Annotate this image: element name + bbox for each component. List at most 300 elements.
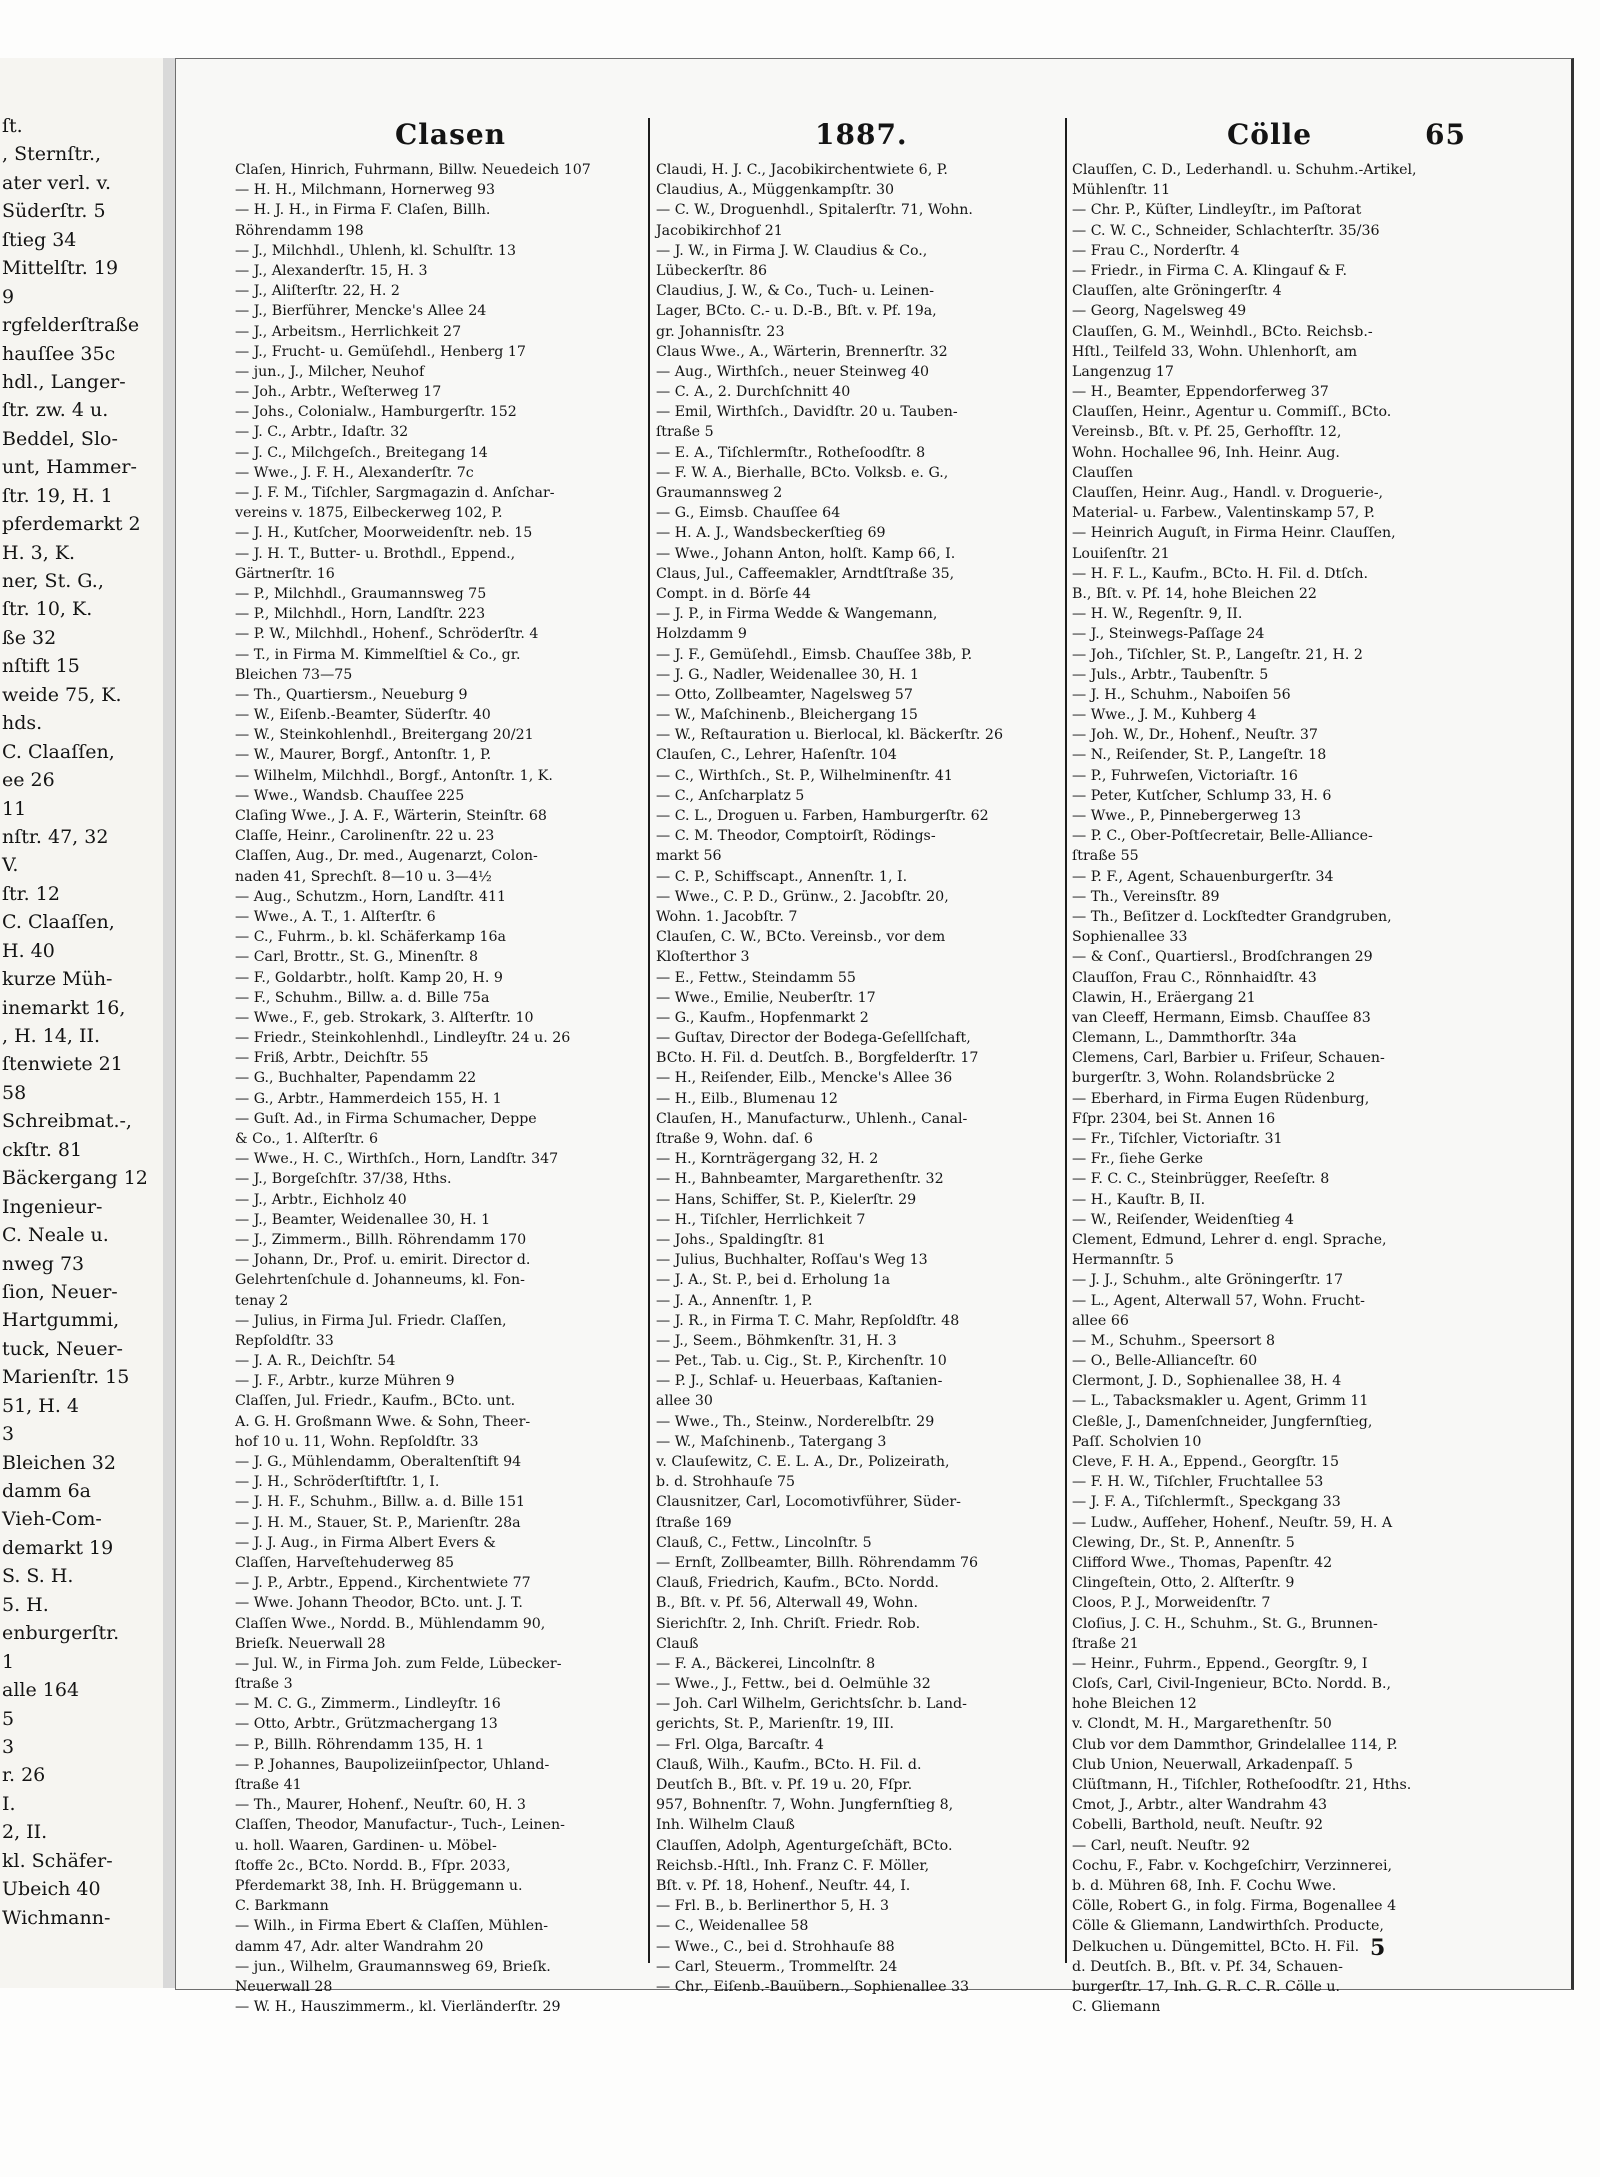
directory-entry-line: Bſt. v. Pf. 18, Hohenf., Neuſtr. 44, I.: [656, 1877, 911, 1894]
directory-entry-line: — J., Frucht- u. Gemüſehdl., Henberg 17: [235, 343, 526, 360]
directory-entry-line: Clausnitzer, Carl, Locomotivführer, Süder-: [656, 1494, 961, 1511]
directory-entry-line: — P. Johannes, Baupolizeiinſpector, Uhland-: [235, 1756, 550, 1773]
directory-entry-line: ſtraße 41: [235, 1777, 302, 1793]
directory-entry-line: Clauſſen, C. D., Lederhandl. u. Schuhm.-Artikel,: [1072, 162, 1417, 178]
directory-entry-line: damm 47, Adr. alter Wandrahm 20: [235, 1938, 484, 1955]
directory-entry-line: — P. C., Ober-Poſtſecretair, Belle-Alliance-: [1072, 828, 1373, 845]
directory-entry-line: C. Gliemann: [1072, 1999, 1161, 2016]
directory-entry-line: — Ludw., Aufſeher, Hohenf., Neuſtr. 59, H. A: [1072, 1514, 1393, 1531]
left-page-fragment: C. Claaſſen,: [2, 911, 115, 934]
directory-entry-line: — W., Eiſenb.-Beamter, Süderſtr. 40: [235, 707, 491, 724]
signature-mark: 5: [1370, 1935, 1386, 1961]
directory-entry-line: burgerſtr. 3, Wohn. Rolandsbrücke 2: [1072, 1070, 1336, 1087]
directory-entry-line: Vereinsb., Bſt. v. Pf. 25, Gerhofſtr. 12,: [1072, 424, 1342, 441]
directory-entry-line: Wohn. 1. Jacobſtr. 7: [656, 908, 798, 925]
directory-entry-line: — H. J. H., in Firma F. Claſen, Billh.: [235, 202, 491, 219]
directory-entry-line: — L., Tabacksmakler u. Agent, Grimm 11: [1072, 1393, 1369, 1410]
directory-entry-line: — H. A. J., Wandsbeckerſtieg 69: [656, 525, 886, 542]
directory-entry-line: Clemens, Carl, Barbier u. Friſeur, Schauen-: [1072, 1050, 1385, 1067]
directory-entry-line: — C. P., Schiffscapt., Annenſtr. 1, I.: [656, 868, 908, 885]
directory-entry-line: — J. F., Gemüſehdl., Eimsb. Chauſſee 38b, P.: [656, 646, 973, 663]
directory-entry-line: — Emil, Wirthſch., Davidſtr. 20 u. Tauben-: [656, 404, 958, 421]
left-page-fragment: hauſſee 35c: [2, 342, 116, 365]
left-page-fragment: ſtr. 19, H. 1: [2, 484, 113, 507]
directory-entry-line: Lübeckerſtr. 86: [656, 262, 768, 279]
directory-entry-line: Cölle, Robert G., in folg. Firma, Bogenallee 4: [1072, 1898, 1397, 1915]
directory-entry-line: — J., Bierführer, Mencke's Allee 24: [235, 303, 487, 320]
left-page-fragment: tuck, Neuer-: [2, 1337, 123, 1360]
directory-entry-line: — C., Weidenallee 58: [656, 1918, 809, 1935]
left-page-fragment: nſtr. 47, 32: [2, 825, 109, 848]
directory-entry-line: — G., Buchhalter, Papendamm 22: [235, 1070, 477, 1087]
directory-entry-line: — P., Billh. Röhrendamm 135, H. 1: [235, 1736, 485, 1753]
directory-entry-line: Cleßle, J., Damenſchneider, Jungfernſtieg,: [1072, 1413, 1373, 1430]
directory-entry-line: Claudius, A., Müggenkampſtr. 30: [656, 182, 895, 199]
directory-entry-line: — Frau C., Norderſtr. 4: [1072, 242, 1240, 259]
directory-entry-line: Bleichen 73—75: [235, 666, 353, 683]
directory-entry-line: — P., Milchhdl., Horn, Landſtr. 223: [235, 606, 486, 623]
directory-entry-line: ſtraße 169: [656, 1514, 732, 1531]
directory-entry-line: Clauſen, H., Manufacturw., Uhlenh., Canal-: [656, 1110, 968, 1127]
page-gutter: [163, 58, 175, 1988]
directory-entry-line: — Friß, Arbtr., Deichſtr. 55: [235, 1050, 429, 1067]
directory-entry-line: BCto. H. Fil. d. Deutſch. B., Borgfelderſtr. 17: [656, 1050, 979, 1067]
directory-entry-line: Claſſen, Harveſtehuderweg 85: [235, 1554, 454, 1571]
directory-entry-line: — Pet., Tab. u. Cig., St. P., Kirchenſtr. 10: [656, 1353, 947, 1370]
directory-entry-line: naden 41, Sprechſt. 8—10 u. 3—4½: [235, 868, 492, 885]
left-page-fragment: Ubeich 40: [2, 1878, 101, 1901]
left-page-fragment: Ingenieur-: [2, 1195, 103, 1218]
left-page-fragment: rgfelderſtraße: [2, 314, 140, 337]
directory-entry-line: — J., Steinwegs-Paſſage 24: [1072, 626, 1265, 643]
directory-entry-line: — Wwe. Johann Theodor, BCto. unt. J. T.: [235, 1595, 523, 1612]
directory-entry-line: — O., Belle-Allianceſtr. 60: [1072, 1353, 1258, 1370]
directory-entry-line: — Guſtav, Director der Bodega-Geſellſchaft,: [656, 1030, 971, 1047]
directory-entry-line: — Chr. P., Küſter, Lindleyſtr., im Paſtorat: [1072, 202, 1362, 219]
directory-entry-line: Clauſſen, G. M., Weinhdl., BCto. Reichsb.-: [1072, 323, 1373, 340]
directory-entry-line: Clewing, Dr., St. P., Annenſtr. 5: [1072, 1534, 1295, 1551]
directory-entry-line: Claſſen, Aug., Dr. med., Augenarzt, Colon-: [235, 848, 538, 865]
directory-column-1: [235, 160, 647, 2016]
directory-entry-line: — J. J., Schuhm., alte Gröningerſtr. 17: [1072, 1272, 1344, 1289]
directory-entry-line: — T., in Firma M. Kimmelſtiel & Co., gr.: [235, 646, 521, 663]
page-header: [215, 118, 1466, 158]
directory-entry-line: & Co., 1. Alſterſtr. 6: [235, 1131, 378, 1147]
left-page-fragment: V.: [2, 854, 19, 877]
directory-column-3: [1072, 160, 1486, 2016]
directory-entry-line: — Chr., Eiſenb.-Bauübern., Sophienallee 33: [656, 1978, 970, 1995]
directory-entry-line: Clauſen, C., Lehrer, Haſenſtr. 104: [656, 747, 897, 764]
directory-entry-line: Cleve, F. H. A., Eppend., Georgſtr. 15: [1072, 1454, 1340, 1470]
directory-entry-line: — Wilhelm, Milchhdl., Borgf., Antonſtr. 1, K.: [235, 767, 553, 784]
directory-entry-line: — H. F. L., Kaufm., BCto. H. Fil. d. Dtſch.: [1072, 565, 1369, 582]
left-page-fragment: unt, Hammer-: [2, 456, 137, 479]
directory-entry-line: — & Conſ., Quartiersl., Brodſchrangen 29: [1072, 949, 1373, 966]
directory-entry-line: Inh. Wilhelm Clauß: [656, 1817, 795, 1834]
directory-entry-line: — Juls., Arbtr., Taubenſtr. 5: [1072, 666, 1269, 683]
directory-entry-line: — Johann, Dr., Prof. u. emirit. Director d.: [235, 1252, 531, 1269]
left-page-fragment: weide 75, K.: [2, 683, 122, 706]
directory-entry-line: — Julius, in Firma Jul. Friedr. Claſſen,: [235, 1312, 507, 1329]
directory-entry-line: — Eberhard, in Firma Eugen Rüdenburg,: [1072, 1090, 1370, 1107]
directory-entry-line: — W., Steinkohlenhdl., Breitergang 20/21: [235, 727, 534, 744]
directory-entry-line: — C. A., 2. Durchſchnitt 40: [656, 384, 851, 401]
directory-entry-line: — J. A., Annenſtr. 1, P.: [656, 1292, 813, 1309]
directory-entry-line: — H., Kauſtr. B, II.: [1072, 1191, 1206, 1208]
directory-entry-line: — Wilh., in Firma Ebert & Claſſen, Mühlen-: [235, 1918, 549, 1935]
left-page-fragment: I.: [2, 1792, 16, 1815]
directory-entry-line: Langenzug 17: [1072, 363, 1174, 380]
directory-entry-line: — Frl. B., b. Berlinerthor 5, H. 3: [656, 1898, 890, 1915]
left-page-fragment: , H. 14, II.: [2, 1025, 101, 1047]
left-page-fragment: Süderſtr. 5: [2, 200, 106, 223]
directory-entry-line: d. Deutſch. B., Bſt. v. Pf. 34, Schauen-: [1072, 1958, 1343, 1975]
directory-entry-line: gr. Johannisſtr. 23: [656, 323, 785, 340]
directory-entry-line: — Fr., ſiehe Gerke: [1072, 1151, 1204, 1168]
directory-entry-line: Jacobikirchhof 21: [656, 222, 783, 239]
directory-entry-line: allee 30: [656, 1393, 713, 1410]
directory-entry-line: — Fr., Tiſchler, Victoriaſtr. 31: [1072, 1131, 1283, 1147]
directory-entry-line: — F. H. W., Tiſchler, Fruchtallee 53: [1072, 1474, 1324, 1491]
directory-entry-line: Clauſſon, Frau C., Rönnhaidſtr. 43: [1072, 969, 1317, 986]
directory-entry-line: — J. A., St. P., bei d. Erholung 1a: [656, 1272, 891, 1289]
directory-entry-line: Clauſſen, Heinr., Agentur u. Commiſſ., BCto.: [1072, 404, 1392, 421]
directory-entry-line: Cloſs, Carl, Civil-Ingenieur, BCto. Nordd. B.,: [1072, 1676, 1392, 1693]
directory-entry-line: — J., Alexanderſtr. 15, H. 3: [235, 262, 428, 279]
directory-entry-line: — J. W., in Firma J. W. Claudius & Co.,: [656, 242, 928, 259]
directory-entry-line: Fſpr. 2304, bei St. Annen 16: [1072, 1110, 1276, 1127]
header-year: 1887.: [815, 118, 908, 151]
directory-entry-line: — C., Wirthſch., St. P., Wilhelminenſtr. 41: [656, 767, 953, 784]
left-page-fragment: ſtenwiete 21: [2, 1053, 123, 1076]
directory-entry-line: Clauſen, C. W., BCto. Vereinsb., vor dem: [656, 929, 946, 946]
directory-entry-line: Neuerwall 28: [235, 1978, 333, 1995]
directory-entry-line: — H., Tiſchler, Herrlichkeit 7: [656, 1211, 866, 1228]
left-page-fragment: damm 6a: [2, 1480, 91, 1502]
directory-entry-line: — Wwe., Th., Steinw., Norderelbſtr. 29: [656, 1413, 935, 1430]
directory-entry-line: Cloſius, J. C. H., Schuhm., St. G., Brunnen-: [1072, 1615, 1378, 1632]
directory-entry-line: hohe Bleichen 12: [1072, 1696, 1197, 1713]
directory-entry-line: — J., Arbeitsm., Herrlichkeit 27: [235, 323, 462, 340]
directory-entry-line: Club vor dem Dammthor, Grindelallee 114, P.: [1072, 1736, 1398, 1753]
directory-entry-line: — Johs., Colonialw., Hamburgerſtr. 152: [235, 404, 517, 421]
left-page-fragment: , Sternſtr.,: [2, 143, 102, 166]
directory-entry-line: Clauſſen: [1072, 464, 1134, 481]
directory-entry-line: v. Clauſewitz, C. E. L. A., Dr., Polizeirath,: [656, 1454, 950, 1470]
directory-entry-line: — J. H., Kutſcher, Moorweidenſtr. neb. 15: [235, 525, 533, 542]
left-page-fragment: kurze Müh-: [2, 968, 113, 991]
left-page-fragment: 5. H.: [2, 1593, 49, 1616]
directory-entry-line: — Wwe., C. P. D., Grünw., 2. Jacobſtr. 20,: [656, 888, 949, 905]
directory-entry-line: — C. L., Droguen u. Farben, Hamburgerſtr. 62: [656, 808, 989, 824]
directory-entry-line: — Wwe., J., Fettw., bei d. Oelmühle 32: [656, 1676, 931, 1693]
directory-entry-line: — Wwe., F., geb. Strokark, 3. Alſterſtr. 10: [235, 1009, 534, 1026]
directory-entry-line: — J. J. Aug., in Firma Albert Evers &: [235, 1534, 496, 1551]
directory-entry-line: — W., Maurer, Borgf., Antonſtr. 1, P.: [235, 747, 492, 764]
directory-entry-line: — Carl, Brottr., St. G., Minenſtr. 8: [235, 949, 479, 966]
directory-entry-line: van Cleeff, Hermann, Eimsb. Chauſſee 83: [1072, 1009, 1371, 1026]
directory-entry-line: — Friedr., Steinkohlenhdl., Lindleyſtr. 24 u. 26: [235, 1030, 571, 1047]
header-last-entry: Cölle: [1227, 118, 1313, 151]
directory-entry-line: Claſſen, Jul. Friedr., Kaufm., BCto. unt.: [235, 1393, 516, 1410]
column-rule: [648, 118, 650, 1963]
directory-entry-line: v. Clondt, M. H., Margarethenſtr. 50: [1072, 1716, 1332, 1733]
left-page-fragment: 3: [2, 1423, 15, 1446]
directory-entry-line: Claſing Wwe., J. A. F., Wärterin, Steinſtr. 68: [235, 808, 547, 824]
left-page-fragment: C. Neale u.: [2, 1224, 109, 1247]
directory-entry-line: Clifford Wwe., Thomas, Papenſtr. 42: [1072, 1554, 1333, 1571]
left-page-fragment: ſt.: [2, 115, 23, 137]
left-page-fragment: hds.: [2, 712, 43, 735]
directory-entry-line: — C. W., Droguenhdl., Spitalerſtr. 71, Wohn.: [656, 202, 973, 219]
directory-entry-line: — E., Fettw., Steindamm 55: [656, 969, 856, 986]
directory-entry-line: Sophienallee 33: [1072, 929, 1188, 946]
directory-entry-line: — J., Aliſterſtr. 22, H. 2: [235, 283, 400, 300]
directory-entry-line: Louiſenſtr. 21: [1072, 545, 1170, 562]
left-page-fragment: 1: [2, 1650, 15, 1673]
directory-entry-line: — F. A., Bäckerei, Lincolnſtr. 8: [656, 1655, 876, 1672]
left-page-fragment: 3: [2, 1735, 15, 1758]
directory-entry-line: markt 56: [656, 848, 722, 865]
directory-entry-line: Mühlenſtr. 11: [1072, 182, 1171, 199]
directory-entry-line: Delkuchen u. Düngemittel, BCto. H. Fil.: [1072, 1938, 1360, 1955]
directory-entry-line: Sierichſtr. 2, Inh. Chriſt. Friedr. Rob.: [656, 1615, 921, 1632]
directory-entry-line: — E. A., Tiſchlermſtr., Rotheſoodſtr. 8: [656, 444, 926, 461]
left-page-fragment: 2, II.: [2, 1821, 48, 1844]
directory-entry-line: — J. G., Mühlendamm, Oberaltenſtift 94: [235, 1454, 522, 1470]
directory-entry-line: — J., Seem., Böhmkenſtr. 31, H. 3: [656, 1332, 897, 1349]
directory-entry-line: — jun., J., Milcher, Neuhof: [235, 363, 425, 380]
directory-entry-line: Gärtnerſtr. 16: [235, 565, 335, 582]
directory-entry-line: Cölle & Gliemann, Landwirthſch. Producte,: [1072, 1918, 1384, 1935]
directory-entry-line: — H., Eilb., Blumenau 12: [656, 1090, 838, 1107]
directory-entry-line: Claus, Jul., Caffeemakler, Arndtſtraße 35,: [656, 565, 955, 582]
left-page-fragment: ner, St. G.,: [2, 570, 104, 592]
directory-entry-line: Reichsb.-Hſtl., Inh. Franz C. F. Möller,: [656, 1857, 930, 1874]
left-page-fragment: ſtr. 12: [2, 882, 60, 905]
directory-entry-line: — Jul. W., in Firma Joh. zum Felde, Lübecker-: [235, 1655, 562, 1672]
directory-entry-line: gerichts, St. P., Marienſtr. 19, III.: [656, 1716, 894, 1733]
directory-entry-line: — Wwe., J. F. H., Alexanderſtr. 7c: [235, 464, 474, 481]
directory-entry-line: — W., Reiſender, Weidenſtieg 4: [1072, 1211, 1294, 1228]
directory-entry-line: — Otto, Zollbeamter, Nagelsweg 57: [656, 686, 913, 703]
directory-entry-line: Clauß: [656, 1635, 699, 1652]
directory-entry-line: Cochu, F., Fabr. v. Kochgeſchirr, Verzinnerei,: [1072, 1857, 1393, 1874]
left-page-fragment: C. Claaſſen,: [2, 740, 115, 763]
directory-entry-line: burgerſtr. 17, Inh. G. R. C. R. Cölle u.: [1072, 1978, 1341, 1995]
directory-entry-line: — Carl, Steuerm., Trommelſtr. 24: [656, 1958, 898, 1975]
page-number: 65: [1425, 118, 1466, 151]
directory-entry-line: Deutſch B., Bſt. v. Pf. 19 u. 20, Fſpr.: [656, 1777, 913, 1793]
directory-entry-line: — J. F., Arbtr., kurze Mühren 9: [235, 1373, 455, 1390]
directory-entry-line: — Joh. W., Dr., Hohenf., Neuſtr. 37: [1072, 727, 1318, 744]
directory-entry-line: Repſoldſtr. 33: [235, 1332, 334, 1349]
directory-entry-line: — M. C. G., Zimmerm., Lindleyſtr. 16: [235, 1696, 501, 1713]
directory-entry-line: hof 10 u. 11, Wohn. Repſoldſtr. 33: [235, 1433, 479, 1450]
directory-entry-line: Club Union, Neuerwall, Arkadenpaſſ. 5: [1072, 1756, 1354, 1773]
directory-entry-line: — J. F. A., Tiſchlermſt., Speckgang 33: [1072, 1494, 1341, 1511]
directory-entry-line: — F. C. C., Steinbrügger, Reeſeſtr. 8: [1072, 1171, 1330, 1188]
left-page-fragment: Marienſtr. 15: [2, 1366, 130, 1389]
directory-entry-line: Claſen, Hinrich, Fuhrmann, Billw. Neuedeich 107: [235, 162, 591, 178]
left-page-fragment: hdl., Langer-: [2, 370, 126, 393]
left-page-fragment: 51, H. 4: [2, 1394, 79, 1417]
directory-entry-line: — Wwe., Wandsb. Chauſſee 225: [235, 787, 465, 804]
directory-entry-line: — Ernſt, Zollbeamter, Billh. Röhrendamm 76: [656, 1554, 979, 1571]
directory-entry-line: — Frl. Olga, Barcaſtr. 4: [656, 1736, 824, 1753]
directory-entry-line: allee 66: [1072, 1312, 1129, 1329]
directory-entry-line: Claſſen Wwe., Nordd. B., Mühlendamm 90,: [235, 1615, 546, 1632]
left-page-fragment: ee 26: [2, 769, 55, 792]
directory-entry-line: — Wwe., Emilie, Neuberſtr. 17: [656, 989, 876, 1006]
directory-entry-line: — N., Reiſender, St. P., Langeſtr. 18: [1072, 747, 1327, 764]
directory-entry-line: — J. A. R., Deichſtr. 54: [235, 1353, 396, 1370]
left-page-fragment: Bleichen 32: [2, 1451, 116, 1474]
left-page-edge: [0, 58, 166, 1988]
directory-entry-line: Hſtl., Teilfeld 33, Wohn. Uhlenhorſt, am: [1072, 343, 1358, 360]
directory-entry-line: — Julius, Buchhalter, Roſſau's Weg 13: [656, 1252, 928, 1269]
left-page-fragment: ſion, Neuer-: [2, 1280, 118, 1303]
directory-entry-line: — H. H., Milchmann, Hornerweg 93: [235, 182, 496, 199]
left-page-fragment: Hartgummi,: [2, 1309, 120, 1332]
directory-entry-line: Wohn. Hochallee 96, Inh. Heinr. Aug.: [1072, 444, 1340, 461]
directory-entry-line: — J., Milchhdl., Uhlenh, kl. Schulſtr. 13: [235, 242, 516, 259]
directory-entry-line: — J. C., Arbtr., Idaſtr. 32: [235, 424, 409, 441]
directory-entry-line: Holzdamm 9: [656, 626, 747, 643]
directory-entry-line: — Wwe., H. C., Wirthſch., Horn, Landſtr. 347: [235, 1151, 559, 1168]
directory-entry-line: ſtraße 21: [1072, 1635, 1139, 1652]
directory-entry-line: A. G. H. Großmann Wwe. & Sohn, Theer-: [235, 1413, 531, 1430]
directory-entry-line: Gelehrtenſchule d. Johanneums, kl. Fon-: [235, 1272, 525, 1289]
directory-entry-line: — P., Fuhrweſen, Victoriaſtr. 16: [1072, 767, 1298, 784]
directory-entry-line: ſtraße 9, Wohn. daſ. 6: [656, 1131, 813, 1147]
directory-entry-line: — J. G., Nadler, Weidenallee 30, H. 1: [656, 666, 920, 683]
directory-entry-line: — G., Kaufm., Hopfenmarkt 2: [656, 1009, 869, 1026]
directory-entry-line: — F., Goldarbtr., holſt. Kamp 20, H. 9: [235, 969, 503, 986]
directory-entry-line: Claus Wwe., A., Wärterin, Brennerſtr. 32: [656, 343, 948, 360]
left-page-fragment: Bäckergang 12: [2, 1167, 148, 1190]
directory-entry-line: — J., Arbtr., Eichholz 40: [235, 1191, 407, 1208]
directory-entry-line: ſtraße 55: [1072, 848, 1139, 865]
directory-entry-line: tenay 2: [235, 1292, 289, 1309]
directory-entry-line: Clüſtmann, H., Tiſchler, Rotheſoodſtr. 21, Hths.: [1072, 1777, 1412, 1793]
directory-entry-line: Cmot, J., Arbtr., alter Wandrahm 43: [1072, 1797, 1328, 1814]
directory-entry-line: — J., Beamter, Weidenallee 30, H. 1: [235, 1211, 491, 1228]
left-page-fragment: Wichmann-: [2, 1906, 111, 1929]
directory-entry-line: — Wwe., P., Pinnebergerweg 13: [1072, 808, 1302, 824]
directory-entry-line: — P. J., Schlaf- u. Heuerbaas, Kaſtanien-: [656, 1373, 943, 1390]
directory-entry-line: — C. M. Theodor, Comptoirſt, Rödings-: [656, 828, 936, 845]
directory-entry-line: — Carl, neuſt. Neuſtr. 92: [1072, 1837, 1251, 1854]
directory-entry-line: — Th., Beſitzer d. Lockſtedter Grandgruben,: [1072, 908, 1392, 925]
directory-entry-line: Clement, Edmund, Lehrer d. engl. Sprache,: [1072, 1231, 1387, 1248]
left-page-fragment: ater verl. v.: [2, 171, 112, 194]
left-page-fragment: ße 32: [2, 626, 57, 649]
left-page-fragment: ſtr. zw. 4 u.: [2, 399, 109, 422]
directory-entry-line: Clawin, H., Eräergang 21: [1072, 989, 1256, 1006]
directory-entry-line: — W., Reſtauration u. Bierlocal, kl. Bäckerſtr. 26: [656, 727, 1003, 744]
left-page-fragment: H. 3, K.: [2, 541, 76, 564]
directory-entry-line: Material- u. Farbew., Valentinskamp 57, P.: [1072, 505, 1375, 522]
directory-entry-line: — H., Beamter, Eppendorferweg 37: [1072, 384, 1329, 401]
directory-entry-line: Claudius, J. W., & Co., Tuch- u. Leinen-: [656, 283, 935, 300]
directory-entry-line: ſtraße 3: [235, 1676, 293, 1693]
directory-entry-line: C. Barkmann: [235, 1898, 329, 1915]
left-page-fragment: nſtift 15: [2, 655, 80, 678]
directory-entry-line: — Georg, Nagelsweg 49: [1072, 303, 1247, 320]
directory-entry-line: — Joh., Tiſchler, St. P., Langeſtr. 21, H. 2: [1072, 646, 1363, 663]
directory-entry-line: — Th., Quartiersm., Neueburg 9: [235, 686, 468, 703]
directory-entry-line: — C., Anſcharplatz 5: [656, 787, 805, 804]
directory-entry-line: Paſſ. Scholvien 10: [1072, 1433, 1202, 1450]
left-page-fragment: ſtieg 34: [2, 228, 77, 251]
directory-entry-line: Graumannsweg 2: [656, 485, 783, 501]
left-page-fragment: ckſtr. 81: [2, 1138, 83, 1161]
directory-entry-line: — J. H., Schuhm., Naboiſen 56: [1072, 686, 1291, 703]
directory-entry-line: — J. F. M., Tiſchler, Sargmagazin d. Anſchar-: [235, 485, 555, 501]
directory-entry-line: — Joh. Carl Wilhelm, Gerichtsſchr. b. Land-: [656, 1696, 967, 1713]
directory-entry-line: — H., Bahnbeamter, Margarethenſtr. 32: [656, 1171, 944, 1188]
left-page-fragment: Vieh-Com-: [2, 1508, 102, 1531]
directory-entry-line: B., Bſt. v. Pf. 56, Alterwall 49, Wohn.: [656, 1595, 918, 1612]
left-page-fragment: kl. Schäfer-: [2, 1849, 113, 1872]
directory-entry-line: — Aug., Wirthſch., neuer Steinweg 40: [656, 363, 930, 380]
directory-entry-line: — Hans, Schiffer, St. P., Kielerſtr. 29: [656, 1191, 917, 1208]
directory-entry-line: — F., Schuhm., Billw. a. d. Bille 75a: [235, 989, 490, 1006]
directory-entry-line: — H. W., Regenſtr. 9, II.: [1072, 606, 1243, 623]
directory-entry-line: Clingeſtein, Otto, 2. Alſterſtr. 9: [1072, 1575, 1295, 1592]
directory-entry-line: — Heinr., Fuhrm., Eppend., Georgſtr. 9, I: [1072, 1655, 1368, 1672]
directory-entry-line: — Peter, Kutſcher, Schlump 33, H. 6: [1072, 787, 1332, 804]
directory-entry-line: Compt. in d. Börſe 44: [656, 585, 811, 602]
directory-entry-line: Brieſk. Neuerwall 28: [235, 1635, 386, 1652]
directory-entry-line: — Friedr., in Firma C. A. Klingauf & F.: [1072, 262, 1348, 279]
directory-entry-line: — J. H. F., Schuhm., Billw. a. d. Bille 151: [235, 1494, 526, 1511]
directory-entry-line: Clauß, C., Fettw., Lincolnſtr. 5: [656, 1534, 872, 1551]
directory-entry-line: Kloſterthor 3: [656, 949, 750, 966]
directory-entry-line: — J. C., Milchgeſch., Breitegang 14: [235, 444, 488, 461]
left-page-fragment: alle 164: [2, 1679, 80, 1702]
left-page-fragment: Mittelſtr. 19: [2, 257, 119, 280]
left-page-fragment: inemarkt 16,: [2, 996, 126, 1019]
directory-entry-line: Lager, BCto. C.- u. D.-B., Bſt. v. Pf. 19a,: [656, 303, 937, 320]
directory-entry-line: — W. H., Hauszimmerm., kl. Vierländerſtr. 29: [235, 1999, 561, 2016]
directory-entry-line: — Th., Maurer, Hohenf., Neuſtr. 60, H. 3: [235, 1797, 526, 1814]
directory-entry-line: Clauß, Friedrich, Kaufm., BCto. Nordd.: [656, 1575, 939, 1592]
directory-entry-line: — Wwe., C., bei d. Strohhauſe 88: [656, 1938, 895, 1955]
left-page-fragment: 58: [2, 1081, 27, 1104]
left-page-fragment: r. 26: [2, 1764, 46, 1787]
left-page-fragment: H. 40: [2, 939, 55, 962]
directory-entry-line: B., Bſt. v. Pf. 14, hohe Bleichen 22: [1072, 585, 1317, 602]
directory-column-2: [656, 160, 1068, 1995]
left-page-fragment: ſtr. 10, K.: [2, 598, 93, 621]
directory-entry-line: — J., Borgeſchſtr. 37/38, Hths.: [235, 1171, 452, 1188]
directory-entry-line: — Heinrich Auguſt, in Firma Heinr. Clauſſen,: [1072, 525, 1396, 542]
left-page-fragment: Schreibmat.-,: [2, 1110, 132, 1133]
directory-entry-line: — Joh., Arbtr., Weſterweg 17: [235, 384, 442, 401]
directory-entry-line: — J. H. T., Butter- u. Brothdl., Eppend.,: [235, 545, 516, 562]
directory-entry-line: Pferdemarkt 38, Inh. H. Brüggemann u.: [235, 1877, 523, 1894]
directory-entry-line: Cobelli, Barthold, neuſt. Neuſtr. 92: [1072, 1817, 1324, 1834]
directory-entry-line: Cloos, P. J., Morweidenſtr. 7: [1072, 1595, 1271, 1612]
directory-entry-line: Hermannſtr. 5: [1072, 1252, 1174, 1269]
directory-entry-line: — H., Reiſender, Eilb., Mencke's Allee 36: [656, 1070, 953, 1087]
directory-entry-line: — W., Maſchinenb., Tatergang 3: [656, 1433, 887, 1450]
directory-entry-line: — J. R., in Firma T. C. Mahr, Repſoldſtr. 48: [656, 1312, 960, 1329]
directory-entry-line: u. holl. Waaren, Gardinen- u. Möbel-: [235, 1837, 497, 1854]
directory-entry-line: — P. F., Agent, Schauenburgerſtr. 34: [1072, 868, 1334, 885]
